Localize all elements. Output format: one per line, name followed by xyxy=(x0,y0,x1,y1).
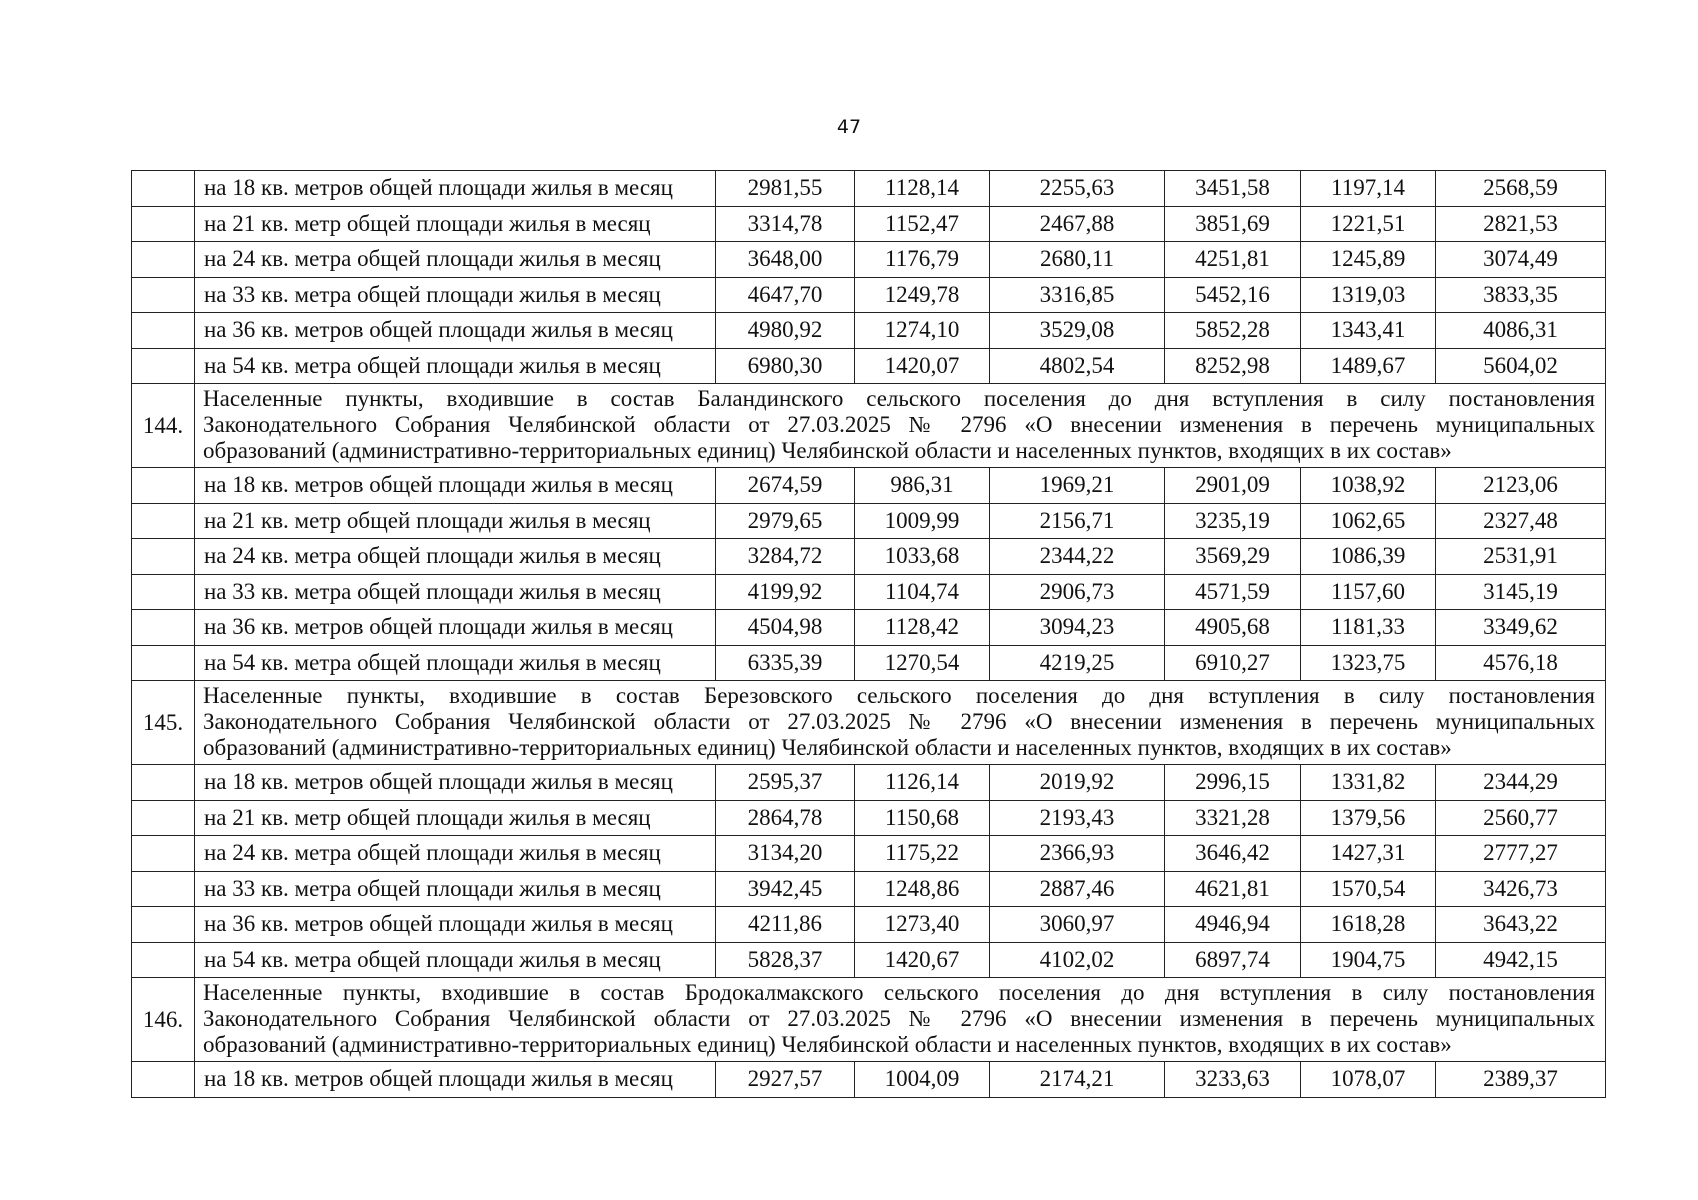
value-cell: 2777,27 xyxy=(1436,836,1606,872)
value-cell: 3451,58 xyxy=(1165,171,1301,207)
value-cell: 2123,06 xyxy=(1436,468,1606,504)
value-cell: 3349,62 xyxy=(1436,610,1606,646)
table-row xyxy=(132,313,1606,349)
value-cell: 3646,42 xyxy=(1165,836,1301,872)
value-cell: 1062,65 xyxy=(1301,503,1436,539)
row-label-cell: на 18 кв. метров общей площади жилья в месяц xyxy=(195,171,716,207)
row-index-cell xyxy=(132,348,195,384)
value-cell: 2366,93 xyxy=(990,836,1165,872)
value-cell: 2595,37 xyxy=(716,765,855,801)
value-cell: 1618,28 xyxy=(1301,907,1436,943)
value-cell: 1176,79 xyxy=(855,242,990,278)
group-description-line: Населенные пункты, входившие в состав Бродокалмакского сельского поселения до дня вступления в силу постановления xyxy=(203,980,1595,1005)
row-index-cell xyxy=(132,610,195,646)
value-cell: 4905,68 xyxy=(1165,610,1301,646)
value-cell: 3321,28 xyxy=(1165,800,1301,836)
row-label-cell: на 21 кв. метр общей площади жилья в месяц xyxy=(195,206,716,242)
value-cell: 1004,09 xyxy=(855,1062,990,1098)
value-cell: 4211,86 xyxy=(716,907,855,943)
value-cell: 3648,00 xyxy=(716,242,855,278)
group-description-line: Законодательного Собрания Челябинской области от 27.03.2025 № 2796 «О внесении изменения в перечень муниципальных xyxy=(203,1006,1595,1031)
value-cell: 4504,98 xyxy=(716,610,855,646)
value-cell: 1104,74 xyxy=(855,574,990,610)
group-description-line: Населенные пункты, входившие в состав Березовского сельского поселения до дня вступления в силу постановления xyxy=(203,683,1595,708)
row-index-cell xyxy=(132,171,195,207)
value-cell: 1197,14 xyxy=(1301,171,1436,207)
value-cell: 1038,92 xyxy=(1301,468,1436,504)
value-cell: 1331,82 xyxy=(1301,765,1436,801)
group-description-cell xyxy=(195,384,1606,468)
value-cell: 2927,57 xyxy=(716,1062,855,1098)
value-cell: 2327,48 xyxy=(1436,503,1606,539)
group-number-cell: 144. xyxy=(132,384,195,468)
value-cell: 4942,15 xyxy=(1436,942,1606,978)
value-cell: 3643,22 xyxy=(1436,907,1606,943)
value-cell: 1009,99 xyxy=(855,503,990,539)
row-label-cell: на 21 кв. метр общей площади жилья в месяц xyxy=(195,503,716,539)
row-label-cell: на 18 кв. метров общей площади жилья в месяц xyxy=(195,468,716,504)
value-cell: 4571,59 xyxy=(1165,574,1301,610)
row-label-cell: на 33 кв. метра общей площади жилья в месяц xyxy=(195,871,716,907)
value-cell: 4199,92 xyxy=(716,574,855,610)
value-cell: 5604,02 xyxy=(1436,348,1606,384)
value-cell: 1379,56 xyxy=(1301,800,1436,836)
value-cell: 1489,67 xyxy=(1301,348,1436,384)
row-label-cell: на 36 кв. метров общей площади жилья в месяц xyxy=(195,313,716,349)
table-row xyxy=(132,277,1606,313)
table-row xyxy=(132,907,1606,943)
value-cell: 2019,92 xyxy=(990,765,1165,801)
value-cell: 1157,60 xyxy=(1301,574,1436,610)
value-cell: 2981,55 xyxy=(716,171,855,207)
value-cell: 1969,21 xyxy=(990,468,1165,504)
table-row xyxy=(132,206,1606,242)
table-row xyxy=(132,765,1606,801)
value-cell: 1420,67 xyxy=(855,942,990,978)
row-label-cell: на 54 кв. метра общей площади жилья в месяц xyxy=(195,942,716,978)
value-cell: 1274,10 xyxy=(855,313,990,349)
row-label-cell: на 21 кв. метр общей площади жилья в месяц xyxy=(195,800,716,836)
table-row xyxy=(132,1062,1606,1098)
value-cell: 3060,97 xyxy=(990,907,1165,943)
group-header-row xyxy=(132,978,1606,1062)
value-cell: 2255,63 xyxy=(990,171,1165,207)
row-index-cell xyxy=(132,468,195,504)
value-cell: 1904,75 xyxy=(1301,942,1436,978)
value-cell: 3235,19 xyxy=(1165,503,1301,539)
group-description-line: образований (административно-территориальных единиц) Челябинской области и населенных пунктов, входящих в их состав» xyxy=(203,438,1452,463)
row-index-cell xyxy=(132,765,195,801)
row-label-cell: на 33 кв. метра общей площади жилья в месяц xyxy=(195,574,716,610)
table-row xyxy=(132,503,1606,539)
value-cell: 3833,35 xyxy=(1436,277,1606,313)
row-label-cell: на 18 кв. метров общей площади жилья в месяц xyxy=(195,1062,716,1098)
value-cell: 986,31 xyxy=(855,468,990,504)
table-row xyxy=(132,610,1606,646)
value-cell: 4086,31 xyxy=(1436,313,1606,349)
value-cell: 3074,49 xyxy=(1436,242,1606,278)
value-cell: 8252,98 xyxy=(1165,348,1301,384)
value-cell: 3529,08 xyxy=(990,313,1165,349)
value-cell: 4102,02 xyxy=(990,942,1165,978)
value-cell: 3134,20 xyxy=(716,836,855,872)
value-cell: 4980,92 xyxy=(716,313,855,349)
value-cell: 2568,59 xyxy=(1436,171,1606,207)
value-cell: 5828,37 xyxy=(716,942,855,978)
value-cell: 1427,31 xyxy=(1301,836,1436,872)
value-cell: 3284,72 xyxy=(716,539,855,575)
value-cell: 2344,22 xyxy=(990,539,1165,575)
row-index-cell xyxy=(132,503,195,539)
table-row xyxy=(132,645,1606,681)
value-cell: 1181,33 xyxy=(1301,610,1436,646)
value-cell: 2531,91 xyxy=(1436,539,1606,575)
row-index-cell xyxy=(132,277,195,313)
value-cell: 3426,73 xyxy=(1436,871,1606,907)
value-cell: 6897,74 xyxy=(1165,942,1301,978)
value-cell: 2560,77 xyxy=(1436,800,1606,836)
value-cell: 2344,29 xyxy=(1436,765,1606,801)
value-cell: 2979,65 xyxy=(716,503,855,539)
value-cell: 1150,68 xyxy=(855,800,990,836)
value-cell: 2680,11 xyxy=(990,242,1165,278)
row-label-cell: на 36 кв. метров общей площади жилья в месяц xyxy=(195,907,716,943)
table-row xyxy=(132,574,1606,610)
value-cell: 2156,71 xyxy=(990,503,1165,539)
value-cell: 2193,43 xyxy=(990,800,1165,836)
row-index-cell xyxy=(132,1062,195,1098)
value-cell: 3316,85 xyxy=(990,277,1165,313)
row-index-cell xyxy=(132,539,195,575)
row-index-cell xyxy=(132,871,195,907)
group-description-cell xyxy=(195,978,1606,1062)
value-cell: 2887,46 xyxy=(990,871,1165,907)
value-cell: 3233,63 xyxy=(1165,1062,1301,1098)
value-cell: 3851,69 xyxy=(1165,206,1301,242)
tariff-table xyxy=(131,170,1606,1098)
value-cell: 2174,21 xyxy=(990,1062,1165,1098)
value-cell: 1245,89 xyxy=(1301,242,1436,278)
group-description-cell xyxy=(195,681,1606,765)
value-cell: 1323,75 xyxy=(1301,645,1436,681)
value-cell: 4621,81 xyxy=(1165,871,1301,907)
value-cell: 4219,25 xyxy=(990,645,1165,681)
row-label-cell: на 24 кв. метра общей площади жилья в месяц xyxy=(195,242,716,278)
value-cell: 1343,41 xyxy=(1301,313,1436,349)
group-description-line: Законодательного Собрания Челябинской области от 27.03.2025 № 2796 «О внесении изменения в перечень муниципальных xyxy=(203,412,1595,437)
group-number-cell: 145. xyxy=(132,681,195,765)
value-cell: 3942,45 xyxy=(716,871,855,907)
value-cell: 1570,54 xyxy=(1301,871,1436,907)
table-row xyxy=(132,171,1606,207)
group-number-cell: 146. xyxy=(132,978,195,1062)
value-cell: 2906,73 xyxy=(990,574,1165,610)
value-cell: 2996,15 xyxy=(1165,765,1301,801)
row-label-cell: на 24 кв. метра общей площади жилья в месяц xyxy=(195,539,716,575)
value-cell: 4946,94 xyxy=(1165,907,1301,943)
value-cell: 1249,78 xyxy=(855,277,990,313)
row-index-cell xyxy=(132,242,195,278)
value-cell: 1033,68 xyxy=(855,539,990,575)
row-index-cell xyxy=(132,206,195,242)
row-label-cell: на 54 кв. метра общей площади жилья в месяц xyxy=(195,348,716,384)
value-cell: 2467,88 xyxy=(990,206,1165,242)
value-cell: 1420,07 xyxy=(855,348,990,384)
row-index-cell xyxy=(132,313,195,349)
table-row xyxy=(132,871,1606,907)
group-description-line: образований (административно-территориальных единиц) Челябинской области и населенных пунктов, входящих в их состав» xyxy=(203,735,1452,760)
row-label-cell: на 33 кв. метра общей площади жилья в месяц xyxy=(195,277,716,313)
group-header-row xyxy=(132,681,1606,765)
group-description-line: Законодательного Собрания Челябинской области от 27.03.2025 № 2796 «О внесении изменения в перечень муниципальных xyxy=(203,709,1595,734)
value-cell: 2821,53 xyxy=(1436,206,1606,242)
table-row xyxy=(132,836,1606,872)
value-cell: 1128,14 xyxy=(855,171,990,207)
value-cell: 1270,54 xyxy=(855,645,990,681)
value-cell: 3314,78 xyxy=(716,206,855,242)
row-index-cell xyxy=(132,836,195,872)
value-cell: 1221,51 xyxy=(1301,206,1436,242)
page-number: 47 xyxy=(836,116,862,138)
value-cell: 1248,86 xyxy=(855,871,990,907)
value-cell: 5852,28 xyxy=(1165,313,1301,349)
row-index-cell xyxy=(132,907,195,943)
value-cell: 4802,54 xyxy=(990,348,1165,384)
value-cell: 6910,27 xyxy=(1165,645,1301,681)
value-cell: 5452,16 xyxy=(1165,277,1301,313)
group-description-line: Населенные пункты, входившие в состав Баландинского сельского поселения до дня вступления в силу постановления xyxy=(203,386,1595,411)
value-cell: 1086,39 xyxy=(1301,539,1436,575)
row-label-cell: на 54 кв. метра общей площади жилья в месяц xyxy=(195,645,716,681)
value-cell: 1273,40 xyxy=(855,907,990,943)
value-cell: 1152,47 xyxy=(855,206,990,242)
row-index-cell xyxy=(132,574,195,610)
value-cell: 4576,18 xyxy=(1436,645,1606,681)
value-cell: 4251,81 xyxy=(1165,242,1301,278)
value-cell: 1175,22 xyxy=(855,836,990,872)
value-cell: 6980,30 xyxy=(716,348,855,384)
row-label-cell: на 18 кв. метров общей площади жилья в месяц xyxy=(195,765,716,801)
value-cell: 1078,07 xyxy=(1301,1062,1436,1098)
table-body xyxy=(132,171,1606,1098)
row-index-cell xyxy=(132,645,195,681)
value-cell: 2389,37 xyxy=(1436,1062,1606,1098)
value-cell: 1128,42 xyxy=(855,610,990,646)
table-row xyxy=(132,942,1606,978)
table-row xyxy=(132,348,1606,384)
table-row xyxy=(132,468,1606,504)
row-index-cell xyxy=(132,800,195,836)
value-cell: 1319,03 xyxy=(1301,277,1436,313)
group-header-row xyxy=(132,384,1606,468)
table-row xyxy=(132,800,1606,836)
row-index-cell xyxy=(132,942,195,978)
table-row xyxy=(132,539,1606,575)
row-label-cell: на 24 кв. метра общей площади жилья в месяц xyxy=(195,836,716,872)
value-cell: 3145,19 xyxy=(1436,574,1606,610)
value-cell: 2674,59 xyxy=(716,468,855,504)
value-cell: 3569,29 xyxy=(1165,539,1301,575)
value-cell: 4647,70 xyxy=(716,277,855,313)
table-row xyxy=(132,242,1606,278)
value-cell: 6335,39 xyxy=(716,645,855,681)
value-cell: 1126,14 xyxy=(855,765,990,801)
value-cell: 2901,09 xyxy=(1165,468,1301,504)
value-cell: 2864,78 xyxy=(716,800,855,836)
row-label-cell: на 36 кв. метров общей площади жилья в месяц xyxy=(195,610,716,646)
value-cell: 3094,23 xyxy=(990,610,1165,646)
group-description-line: образований (административно-территориальных единиц) Челябинской области и населенных пунктов, входящих в их состав» xyxy=(203,1032,1452,1057)
